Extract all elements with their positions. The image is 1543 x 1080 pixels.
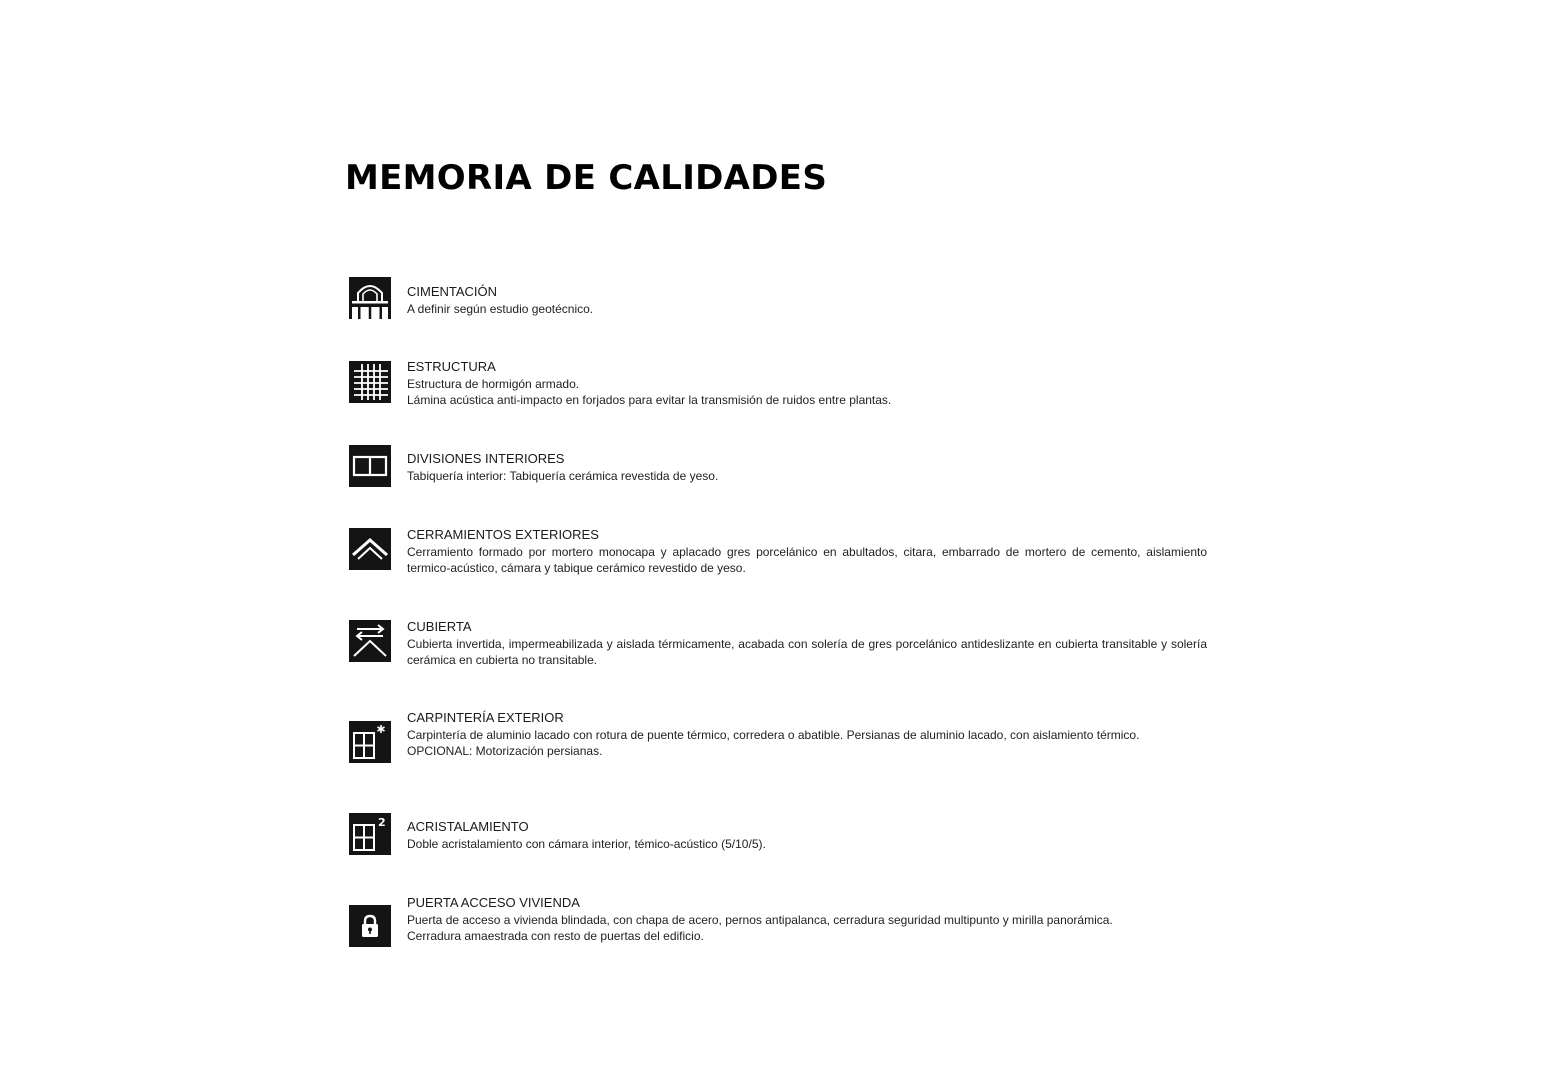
item-text bbox=[407, 895, 1207, 945]
item-description-line: A definir según estudio geotécnico. bbox=[407, 301, 594, 316]
item-description-line: Doble acristalamiento con cámara interior, témico-acústico (5/10/5). bbox=[407, 836, 766, 851]
item-description-line: OPCIONAL: Motorización persianas. bbox=[407, 744, 603, 758]
item-description-line: Estructura de hormigón armado. bbox=[407, 376, 580, 391]
item-description-line: Carpintería de aluminio lacado con rotura de puente térmico, corredera o abatible. Persianas de aluminio lacado, con aislamiento térmico. bbox=[407, 727, 1140, 742]
item-description-line: Cerradura amaestrada con resto de puertas del edificio. bbox=[407, 929, 704, 943]
item-text bbox=[407, 527, 1207, 577]
lock-icon bbox=[349, 905, 391, 947]
item-title: ESTRUCTURA bbox=[407, 359, 496, 374]
item-title: PUERTA ACCESO VIVIENDA bbox=[407, 895, 580, 910]
item-description-line: Lámina acústica anti-impacto en forjados para evitar la transmisión de ruidos entre plantas. bbox=[407, 393, 892, 407]
item-text bbox=[407, 819, 1207, 852]
item-title: CARPINTERÍA EXTERIOR bbox=[407, 710, 564, 725]
svg-text:2: 2 bbox=[378, 816, 386, 829]
item-title: CUBIERTA bbox=[407, 619, 472, 634]
item-description-line: Puerta de acceso a vivienda blindada, con chapa de acero, pernos antipalanca, cerradura seguridad multipunto y mirilla panorámica. bbox=[407, 912, 1113, 927]
item-description-line: Cerramiento formado por mortero monocapa y aplacado gres porcelánico en abultados, citara, embarrado de mortero de cemento, aislamiento termico-acústico, cámara y tabique cerámico revestido de yeso. bbox=[407, 544, 1207, 575]
item-text bbox=[407, 451, 1207, 484]
item-description-line: Tabiquería interior: Tabiquería cerámica revestida de yeso. bbox=[407, 468, 719, 483]
item-text bbox=[407, 284, 1207, 317]
item-title: DIVISIONES INTERIORES bbox=[407, 451, 565, 466]
interior-divisions-icon bbox=[349, 445, 391, 487]
exterior-enclosure-icon bbox=[349, 528, 391, 570]
foundation-icon bbox=[349, 277, 391, 319]
item-text bbox=[407, 710, 1207, 760]
grid-structure-icon bbox=[349, 361, 391, 403]
item-title: ACRISTALAMIENTO bbox=[407, 819, 529, 834]
page-title: MEMORIA DE CALIDADES bbox=[345, 158, 828, 198]
roof-icon bbox=[349, 620, 391, 662]
item-title: CERRAMIENTOS EXTERIORES bbox=[407, 527, 599, 542]
item-description-line: Cubierta invertida, impermeabilizada y aislada térmicamente, acabada con solería de gres porcelánico antideslizante en cubierta transitable y solería cerámica en cubierta no transitable. bbox=[407, 636, 1207, 667]
item-text bbox=[407, 619, 1207, 669]
item-text bbox=[407, 359, 1207, 409]
double-glazing-icon bbox=[349, 813, 391, 855]
item-title: CIMENTACIÓN bbox=[407, 284, 498, 299]
window-frame-icon bbox=[349, 721, 391, 763]
